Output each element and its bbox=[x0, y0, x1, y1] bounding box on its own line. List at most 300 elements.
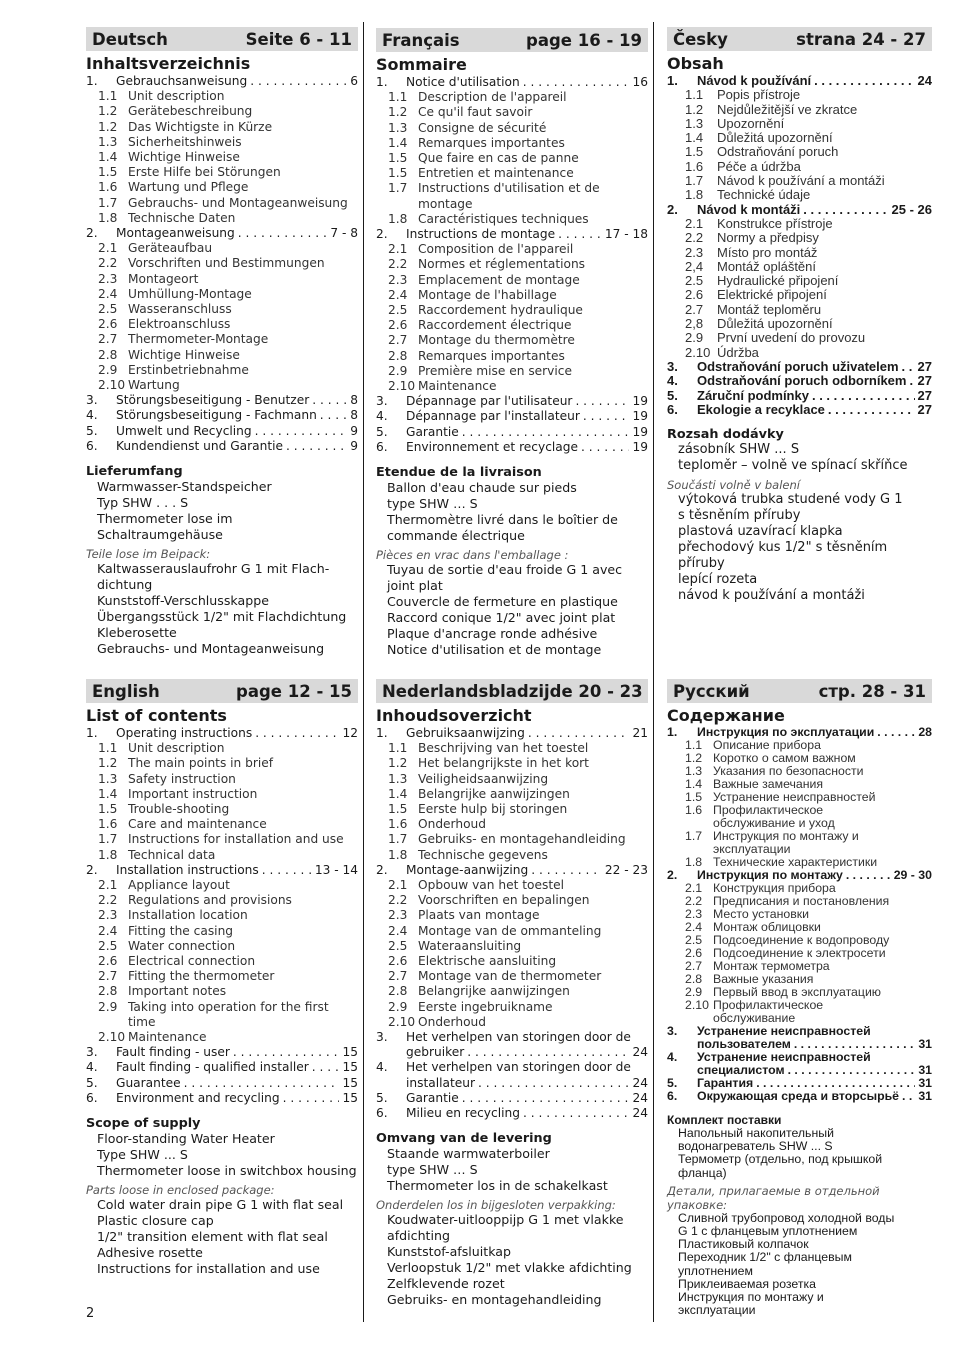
toc-entry bbox=[376, 1060, 648, 1075]
toc-entry bbox=[86, 1030, 358, 1045]
toc-entry bbox=[667, 830, 932, 843]
dot-leader bbox=[523, 1106, 630, 1121]
contents-title: Inhoudsoverzicht bbox=[376, 706, 532, 725]
toc-text: Installation location bbox=[128, 908, 248, 923]
toc-number: 2.8 bbox=[388, 984, 408, 999]
toc-text: Maintenance bbox=[418, 379, 497, 394]
toc-entry bbox=[376, 848, 648, 863]
toc-entry bbox=[376, 756, 648, 771]
toc-entry bbox=[86, 180, 358, 195]
toc-entry bbox=[86, 120, 358, 135]
toc-number: 2.7 bbox=[685, 959, 703, 973]
toc-page: 31 bbox=[918, 1089, 932, 1103]
supply-item bbox=[667, 1167, 932, 1180]
toc-entry bbox=[86, 89, 358, 104]
toc-entry bbox=[376, 318, 648, 333]
toc-number: 2.2 bbox=[685, 230, 704, 246]
toc-text: Důležitá upozornění bbox=[717, 316, 833, 332]
toc-number: 4. bbox=[376, 409, 388, 424]
toc-text: Návod k používání a montáži bbox=[717, 173, 885, 189]
loose-part-item: Übergangsstück 1/2" mit Flachdichtung bbox=[97, 609, 347, 625]
toc-text: Монтаж облицовки bbox=[713, 920, 821, 934]
toc-text: Fault finding - user bbox=[116, 1045, 230, 1060]
toc-number: 2.8 bbox=[388, 348, 408, 363]
loose-part-item: 1/2" transition element with flat seal bbox=[97, 1229, 328, 1245]
toc-text: Gebruiksaanwijzing bbox=[406, 726, 525, 740]
dot-leader bbox=[581, 440, 629, 455]
toc-number: 1. bbox=[86, 726, 98, 740]
section-fr bbox=[376, 28, 648, 658]
toc-entry bbox=[376, 1000, 648, 1015]
toc-page: 19 bbox=[632, 409, 648, 424]
toc-number: 1.2 bbox=[388, 756, 408, 771]
loose-part-item: joint plat bbox=[387, 578, 443, 594]
toc-number: 1.4 bbox=[388, 786, 408, 801]
contents-title: Содержание bbox=[667, 706, 785, 725]
toc-number: 2.1 bbox=[388, 242, 408, 257]
toc-number: 1.5 bbox=[388, 802, 408, 817]
toc-text: Vorschriften und Bestimmungen bbox=[128, 256, 325, 271]
toc-entry bbox=[376, 105, 648, 120]
dot-leader bbox=[531, 863, 602, 878]
toc-entry bbox=[667, 246, 932, 260]
supply-item bbox=[86, 1147, 358, 1163]
toc-text: Устранение неисправностей bbox=[697, 1050, 871, 1064]
toc-entry bbox=[667, 360, 932, 374]
toc-list bbox=[667, 726, 932, 1103]
toc-entry bbox=[86, 363, 358, 378]
toc-text: montage bbox=[418, 196, 473, 211]
toc-text: Ce qu'il faut savoir bbox=[418, 105, 533, 120]
dot-leader bbox=[467, 1045, 629, 1060]
toc-entry bbox=[86, 1000, 358, 1015]
toc-text: Raccordement électrique bbox=[418, 318, 572, 333]
language-name: Русский bbox=[673, 681, 750, 701]
toc-entry bbox=[667, 274, 932, 288]
toc-text: Raccordement hydraulique bbox=[418, 303, 583, 318]
toc-text: Návod k montáži bbox=[697, 201, 801, 217]
supply-item bbox=[667, 442, 932, 458]
toc-text: Gerätebeschreibung bbox=[128, 104, 253, 119]
supply-item bbox=[86, 1163, 358, 1179]
toc-text: Wateraansluiting bbox=[418, 938, 522, 953]
toc-text: Umhüllung-Montage bbox=[128, 286, 252, 301]
page-range: page 12 - 15 bbox=[236, 681, 352, 701]
toc-entry bbox=[86, 1045, 358, 1060]
toc-entry bbox=[667, 389, 932, 403]
toc-entry bbox=[376, 212, 648, 227]
toc-number: 1.8 bbox=[388, 847, 408, 862]
toc-number: 1.8 bbox=[685, 855, 703, 869]
toc-number: 1.6 bbox=[98, 180, 118, 195]
toc-number: 1.5 bbox=[98, 165, 118, 180]
dot-leader bbox=[283, 1091, 340, 1106]
toc-entry bbox=[86, 317, 358, 332]
toc-number: 2.3 bbox=[98, 271, 118, 286]
toc-entry bbox=[86, 878, 358, 893]
toc-entry bbox=[376, 954, 648, 969]
toc-number: 1.3 bbox=[685, 764, 703, 778]
toc-number: 1.4 bbox=[685, 777, 703, 791]
toc-page: 6 bbox=[350, 74, 358, 88]
toc-entry bbox=[667, 374, 932, 388]
contents-title: Inhaltsverzeichnis bbox=[86, 54, 251, 73]
page-number: 2 bbox=[86, 1306, 95, 1321]
toc-entry bbox=[86, 348, 358, 363]
toc-page: 28 bbox=[918, 725, 932, 739]
toc-text: Technische gegevens bbox=[418, 847, 548, 862]
toc-number: 6. bbox=[86, 438, 98, 453]
toc-number: 1.1 bbox=[685, 738, 703, 752]
toc-entry bbox=[376, 303, 648, 318]
toc-entry bbox=[376, 151, 648, 166]
supply-item bbox=[86, 1131, 358, 1147]
toc-text: Nejdůležitější ve zkratce bbox=[717, 101, 858, 117]
supply-item bbox=[376, 496, 648, 512]
toc-entry bbox=[86, 424, 358, 439]
loose-parts-title: Pièces en vrac dans l'emballage : bbox=[376, 548, 569, 563]
toc-text: Описание прибора bbox=[713, 738, 821, 752]
toc-number: 6. bbox=[86, 1090, 98, 1105]
toc-entry bbox=[86, 1015, 358, 1030]
toc-number: 6. bbox=[376, 1106, 388, 1121]
dot-leader bbox=[814, 74, 914, 88]
toc-entry bbox=[376, 242, 648, 257]
toc-number: 2.10 bbox=[98, 378, 126, 393]
dot-leader bbox=[877, 726, 915, 739]
dot-leader bbox=[238, 226, 328, 241]
loose-part-item: Couvercle de fermeture en plastique bbox=[387, 594, 618, 610]
toc-text: Elektrische aansluiting bbox=[418, 954, 557, 969]
toc-number: 5. bbox=[376, 1090, 388, 1105]
toc-number: 1. bbox=[667, 725, 678, 739]
toc-entry bbox=[86, 802, 358, 817]
toc-text: Environment and recycling bbox=[116, 1090, 280, 1105]
toc-entry bbox=[667, 160, 932, 174]
contents-title: Sommaire bbox=[376, 55, 467, 74]
supply-item-name: teploměr – volně ve spínací skříňce bbox=[678, 458, 908, 474]
page-range: strana 24 - 27 bbox=[796, 29, 926, 49]
toc-text: Important instruction bbox=[128, 786, 258, 801]
loose-part-item: Пластиковый колпачок bbox=[678, 1237, 809, 1252]
toc-text: Монтаж термометра bbox=[713, 959, 830, 973]
loose-part-item: Adhesive rosette bbox=[97, 1245, 203, 1261]
toc-text: Guarantee bbox=[116, 1075, 181, 1090]
toc-page: 12 bbox=[342, 726, 358, 740]
toc-number: 2.6 bbox=[685, 287, 704, 303]
toc-number: 2.7 bbox=[98, 969, 118, 984]
supply-item-name: Floor-standing Water Heater bbox=[97, 1131, 275, 1147]
loose-part-item: Instructions for installation and use bbox=[97, 1261, 320, 1277]
dot-leader bbox=[262, 863, 312, 878]
toc-number: 1.1 bbox=[388, 90, 408, 105]
toc-text: Технические характеристики bbox=[713, 855, 878, 869]
toc-number: 1.2 bbox=[98, 104, 118, 119]
supply-item bbox=[86, 511, 358, 543]
toc-list bbox=[667, 74, 932, 417]
toc-text: специалистом bbox=[697, 1063, 785, 1077]
section-header bbox=[86, 27, 358, 51]
supply-item bbox=[376, 1162, 648, 1178]
section-cz bbox=[667, 27, 932, 604]
page-range: Seite 6 - 11 bbox=[245, 29, 352, 49]
toc-number: 2.5 bbox=[685, 933, 703, 947]
dot-leader bbox=[828, 403, 915, 417]
toc-number: 1.7 bbox=[685, 829, 703, 843]
dot-leader bbox=[558, 227, 602, 242]
toc-number: 2.6 bbox=[388, 318, 408, 333]
section-header bbox=[86, 679, 358, 703]
toc-number: 3. bbox=[376, 394, 388, 409]
toc-number: 2.1 bbox=[98, 878, 118, 893]
toc-entry bbox=[376, 288, 648, 303]
section-header bbox=[376, 28, 648, 52]
loose-part-item: Koudwater-uitlooppijp G 1 met vlakke bbox=[387, 1212, 624, 1228]
toc-entry bbox=[376, 802, 648, 817]
toc-number: 1.6 bbox=[98, 817, 118, 832]
toc-text: Fitting the thermometer bbox=[128, 969, 275, 984]
loose-part-item: s těsněním příruby bbox=[678, 508, 801, 524]
toc-number: 2.5 bbox=[388, 303, 408, 318]
toc-text: Подсоединение к водопроводу bbox=[713, 933, 890, 947]
toc-number: 1. bbox=[376, 726, 388, 740]
toc-page: 24 bbox=[632, 1090, 648, 1105]
toc-entry bbox=[667, 131, 932, 145]
toc-number: 2.4 bbox=[685, 920, 703, 934]
loose-part-item: Notice d'utilisation et de montage bbox=[387, 642, 602, 658]
toc-number: 3. bbox=[86, 393, 98, 408]
loose-part-item: návod k používání a montáži bbox=[678, 588, 865, 604]
toc-text: Description de l'appareil bbox=[418, 90, 567, 105]
toc-text: Appliance layout bbox=[128, 878, 230, 893]
toc-entry bbox=[376, 984, 648, 999]
toc-text: Важные замечания bbox=[713, 777, 824, 791]
toc-entry bbox=[376, 394, 648, 409]
loose-part-item: výtoková trubka studené vody G 1 bbox=[678, 492, 903, 508]
toc-number: 2.1 bbox=[685, 881, 703, 895]
toc-entry bbox=[667, 231, 932, 245]
toc-text: Gebrauchs- und Montageanweisung bbox=[128, 195, 348, 210]
language-name: Français bbox=[382, 30, 460, 50]
toc-entry bbox=[376, 181, 648, 196]
loose-part-item: эксплуатации bbox=[678, 1303, 756, 1318]
toc-text: Elektrické připojení bbox=[717, 287, 827, 303]
toc-list bbox=[86, 726, 358, 1106]
toc-text: Wartung und Pflege bbox=[128, 180, 249, 195]
toc-number: 2.10 bbox=[388, 1014, 416, 1029]
toc-text: эксплуатации bbox=[713, 842, 791, 856]
toc-entry bbox=[86, 741, 358, 756]
toc-entry bbox=[376, 409, 648, 424]
toc-text: Störungsbeseitigung - Benutzer bbox=[116, 393, 310, 408]
toc-entry bbox=[376, 75, 648, 90]
toc-text: Technische Daten bbox=[128, 210, 236, 225]
toc-text: Erste Hilfe bei Störungen bbox=[128, 165, 281, 180]
section-header bbox=[667, 679, 932, 703]
toc-number: 2. bbox=[667, 868, 678, 882]
loose-part-item: Kleberosette bbox=[97, 625, 177, 641]
toc-number: 2.8 bbox=[98, 347, 118, 362]
toc-text: Eerste ingebruikname bbox=[418, 999, 553, 1014]
dot-leader bbox=[478, 1076, 630, 1091]
toc-number: 2.7 bbox=[685, 301, 704, 317]
toc-entry bbox=[86, 74, 358, 89]
column-divider-right bbox=[653, 22, 654, 1322]
toc-number: 1. bbox=[667, 73, 678, 88]
toc-entry bbox=[86, 817, 358, 832]
page-range: стр. 28 - 31 bbox=[818, 681, 926, 701]
dot-leader bbox=[312, 393, 347, 408]
toc-page: 25 - 26 bbox=[891, 201, 932, 217]
toc-text: Wasseranschluss bbox=[128, 302, 232, 317]
dot-leader bbox=[462, 1091, 630, 1106]
toc-entry bbox=[376, 379, 648, 394]
dot-leader bbox=[312, 1060, 340, 1075]
toc-page: 24 bbox=[632, 1075, 648, 1090]
toc-entry bbox=[376, 1106, 648, 1121]
toc-text: Fault finding - qualified installer bbox=[116, 1060, 309, 1075]
toc-entry bbox=[86, 908, 358, 923]
toc-page: 27 bbox=[917, 358, 932, 374]
toc-number: 2.10 bbox=[98, 1030, 126, 1045]
toc-number: 1.2 bbox=[98, 756, 118, 771]
toc-text: Подсоединение к электросети bbox=[713, 946, 886, 960]
toc-number: 1.1 bbox=[685, 87, 704, 103]
section-de bbox=[86, 27, 358, 657]
toc-number: 2. bbox=[376, 227, 388, 242]
toc-entry bbox=[376, 1091, 648, 1106]
toc-text: Electrical connection bbox=[128, 954, 256, 969]
supply-item bbox=[86, 479, 358, 495]
toc-page: 22 - 23 bbox=[604, 862, 648, 877]
toc-text: Garantie bbox=[406, 1090, 459, 1105]
toc-entry bbox=[667, 346, 932, 360]
toc-text: Montage-aanwijzing bbox=[406, 862, 529, 877]
toc-number: 2.5 bbox=[388, 938, 408, 953]
toc-page: 15 bbox=[342, 1045, 358, 1060]
toc-number: 1.3 bbox=[98, 771, 118, 786]
toc-number: 2.9 bbox=[98, 362, 118, 377]
loose-part-item: Plaque d'ancrage ronde adhésive bbox=[387, 626, 598, 642]
toc-text: Montage van de thermometer bbox=[418, 969, 602, 984]
toc-number: 4. bbox=[667, 373, 678, 389]
toc-page: 15 bbox=[342, 1060, 358, 1075]
loose-part-item: Приклеиваемая розетка bbox=[678, 1276, 816, 1291]
supply-item-name: zásobník SHW ... S bbox=[678, 442, 800, 458]
toc-page: 31 bbox=[918, 1037, 932, 1051]
supply-item bbox=[86, 495, 358, 511]
toc-list bbox=[376, 726, 648, 1121]
toc-text: Instructions d'utilisation et de bbox=[418, 181, 600, 196]
dot-leader bbox=[803, 203, 888, 217]
toc-entry bbox=[86, 241, 358, 256]
toc-text: Montáž teploměru bbox=[717, 301, 822, 317]
language-name: Nederlands bbox=[382, 681, 489, 701]
toc-entry bbox=[86, 772, 358, 787]
loose-part-item: Kunststof-afsluitkap bbox=[387, 1244, 511, 1260]
dot-leader bbox=[233, 1045, 340, 1060]
toc-number: 2. bbox=[376, 862, 388, 877]
toc-number: 2.3 bbox=[685, 907, 703, 921]
toc-number: 1.8 bbox=[98, 210, 118, 225]
toc-text: Предписания и постановления bbox=[713, 894, 890, 908]
toc-text: Устранение неисправностей bbox=[713, 790, 876, 804]
toc-entry bbox=[667, 117, 932, 131]
toc-text: Das Wichtigste in Kürze bbox=[128, 119, 273, 134]
toc-entry bbox=[667, 188, 932, 202]
toc-page: 13 - 14 bbox=[314, 862, 358, 877]
toc-entry bbox=[376, 863, 648, 878]
supply-item-name: Thermometer loose in switchbox housing bbox=[97, 1163, 357, 1179]
toc-number: 2,8 bbox=[685, 316, 704, 332]
toc-number: 1.1 bbox=[98, 741, 118, 756]
supply-item-name: Ballon d'eau chaude sur pieds bbox=[387, 480, 577, 496]
toc-text: Odstraňování poruch bbox=[717, 144, 839, 160]
toc-number: 5. bbox=[376, 424, 388, 439]
toc-text: Belangrijke aanwijzingen bbox=[418, 984, 570, 999]
toc-entry bbox=[86, 408, 358, 423]
supply-item-name: Напольный накопительный bbox=[678, 1126, 834, 1140]
toc-number: 5. bbox=[667, 387, 678, 403]
toc-entry bbox=[376, 136, 648, 151]
toc-text: Montage du thermomètre bbox=[418, 333, 575, 348]
toc-text: Wichtige Hinweise bbox=[128, 150, 240, 165]
toc-text: Safety instruction bbox=[128, 771, 236, 786]
toc-text: Environnement et recyclage bbox=[406, 439, 579, 454]
dot-leader bbox=[583, 409, 630, 424]
toc-entry bbox=[376, 1030, 648, 1045]
toc-entry bbox=[376, 832, 648, 847]
toc-number: 2.4 bbox=[388, 923, 408, 938]
toc-text: пользователем bbox=[697, 1037, 791, 1051]
toc-entry bbox=[376, 257, 648, 272]
loose-parts-title: Детали, прилагаемые в отдельной упаковке: bbox=[667, 1183, 880, 1212]
toc-text: Het verhelpen van storingen door de bbox=[406, 1060, 631, 1075]
toc-page: 16 bbox=[632, 75, 648, 89]
toc-entry bbox=[376, 1015, 648, 1030]
dot-leader bbox=[788, 1064, 916, 1077]
toc-number: 2.7 bbox=[388, 969, 408, 984]
toc-entry bbox=[667, 331, 932, 345]
dot-leader bbox=[528, 726, 630, 741]
toc-text: Montáž opláštění bbox=[717, 258, 817, 274]
toc-page: 31 bbox=[918, 1063, 932, 1077]
toc-entry bbox=[376, 878, 648, 893]
toc-number: 2.6 bbox=[685, 946, 703, 960]
toc-number: 1. bbox=[86, 74, 98, 88]
toc-entry bbox=[376, 772, 648, 787]
loose-parts-title: Součásti volně v balení bbox=[667, 478, 800, 493]
dot-leader bbox=[902, 360, 915, 374]
toc-entry bbox=[86, 226, 358, 241]
toc-number: 2. bbox=[86, 226, 98, 241]
supply-item bbox=[376, 1178, 648, 1194]
toc-entry bbox=[86, 832, 358, 847]
dot-leader bbox=[909, 374, 914, 388]
supply-title: Etendue de la livraison bbox=[376, 465, 542, 481]
loose-part-item: přechodový kus 1/2" s těsněním bbox=[678, 540, 888, 556]
toc-page: 24 bbox=[632, 1106, 648, 1121]
toc-number: 3. bbox=[376, 1030, 388, 1045]
toc-text: Het belangrijkste in het kort bbox=[418, 756, 589, 771]
loose-part-item: Gebrauchs- und Montageanweisung bbox=[97, 641, 325, 657]
dot-leader bbox=[575, 394, 629, 409]
toc-text: Konstrukce přístroje bbox=[717, 215, 833, 231]
toc-number: 1. bbox=[376, 75, 388, 89]
toc-text: Technical data bbox=[128, 847, 216, 862]
toc-entry bbox=[86, 1091, 358, 1106]
language-name: Česky bbox=[673, 29, 728, 49]
